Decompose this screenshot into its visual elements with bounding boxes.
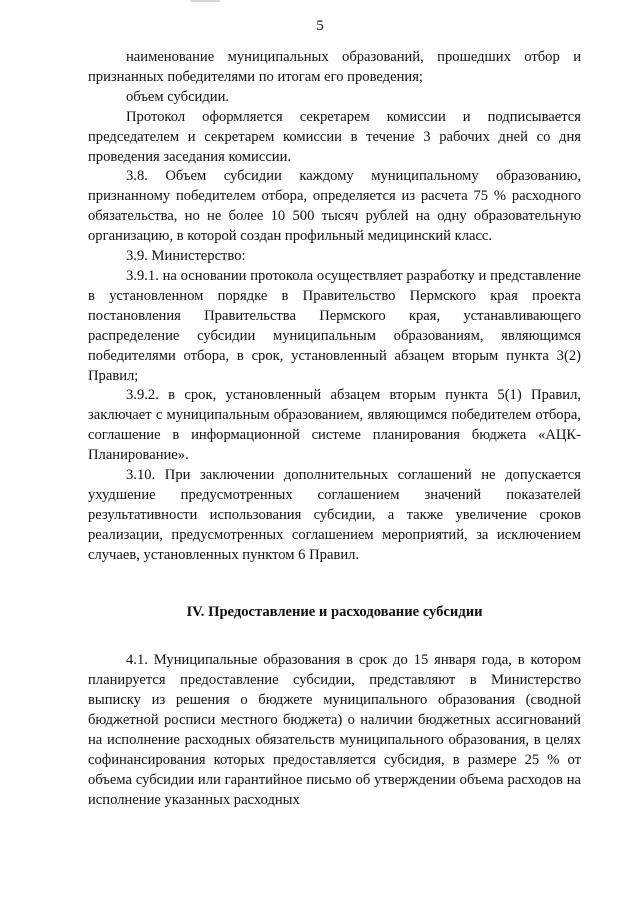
section-heading: IV. Предоставление и расходование субсидии bbox=[186, 603, 483, 620]
document-body bbox=[88, 48, 581, 811]
page-number: 5 bbox=[316, 18, 324, 34]
paragraph: наименование муниципальных образований, прошедших отбор и признанных победителями по итогам его проведения; bbox=[88, 49, 581, 85]
scan-artifact bbox=[190, 0, 220, 2]
paragraph: объем субсидии. bbox=[126, 88, 230, 105]
paragraph: 3.8. Объем субсидии каждому муниципальному образованию, признанному победителем отбора, определяется из расчета 75 % расходного обязательства, но не более 10 500 тысяч рублей на одну образовательную организацию, в которой создан профильный медицинский класс. bbox=[88, 168, 581, 245]
paragraph: Протокол оформляется секретарем комиссии и подписывается председателем и секретарем комиссии в течение 3 рабочих дней со дня проведения заседания комиссии. bbox=[88, 108, 581, 165]
paragraph: 3.9.1. на основании протокола осуществляет разработку и представление в установленном порядке в Правительство Пермского края проекта постановления Правительства Пермского края, устанавливающего распределение субсидии муниципальным образованиям, являющимся победителями отбора, в срок, установленный абзацем вторым пункта 3(2) Правил; bbox=[88, 267, 581, 384]
paragraph: 3.10. При заключении дополнительных соглашений не допускается ухудшение предусмотренных соглашением значений показателей результативности использования субсидии, а также увеличение сроков реализации, предусмотренных соглашением мероприятий, за исключением случаев, установленных пунктом 6 Правил. bbox=[88, 467, 581, 563]
paragraph: 4.1. Муниципальные образования в срок до 15 января года, в котором планируется предоставление субсидии, представляют в Министерство выписку из решения о бюджете муниципального образования (сводной бюджетной росписи местного бюджета) о наличии бюджетных ассигнований на исполнение расходных обязательств муниципального образования, в целях софинансирования которых предоставляется субсидия, в размере 25 % от объема субсидии или гарантийное письмо об утверждении объема расходов на исполнение указанных расходных bbox=[88, 652, 581, 808]
paragraph: 3.9. Министерство: bbox=[126, 248, 246, 265]
paragraph: 3.9.2. в срок, установленный абзацем вторым пункта 5(1) Правил, заключает с муниципальным образованием, являющимся победителем отбора, соглашение в информационной системе планирования бюджета «АЦК-Планирование». bbox=[88, 387, 581, 464]
